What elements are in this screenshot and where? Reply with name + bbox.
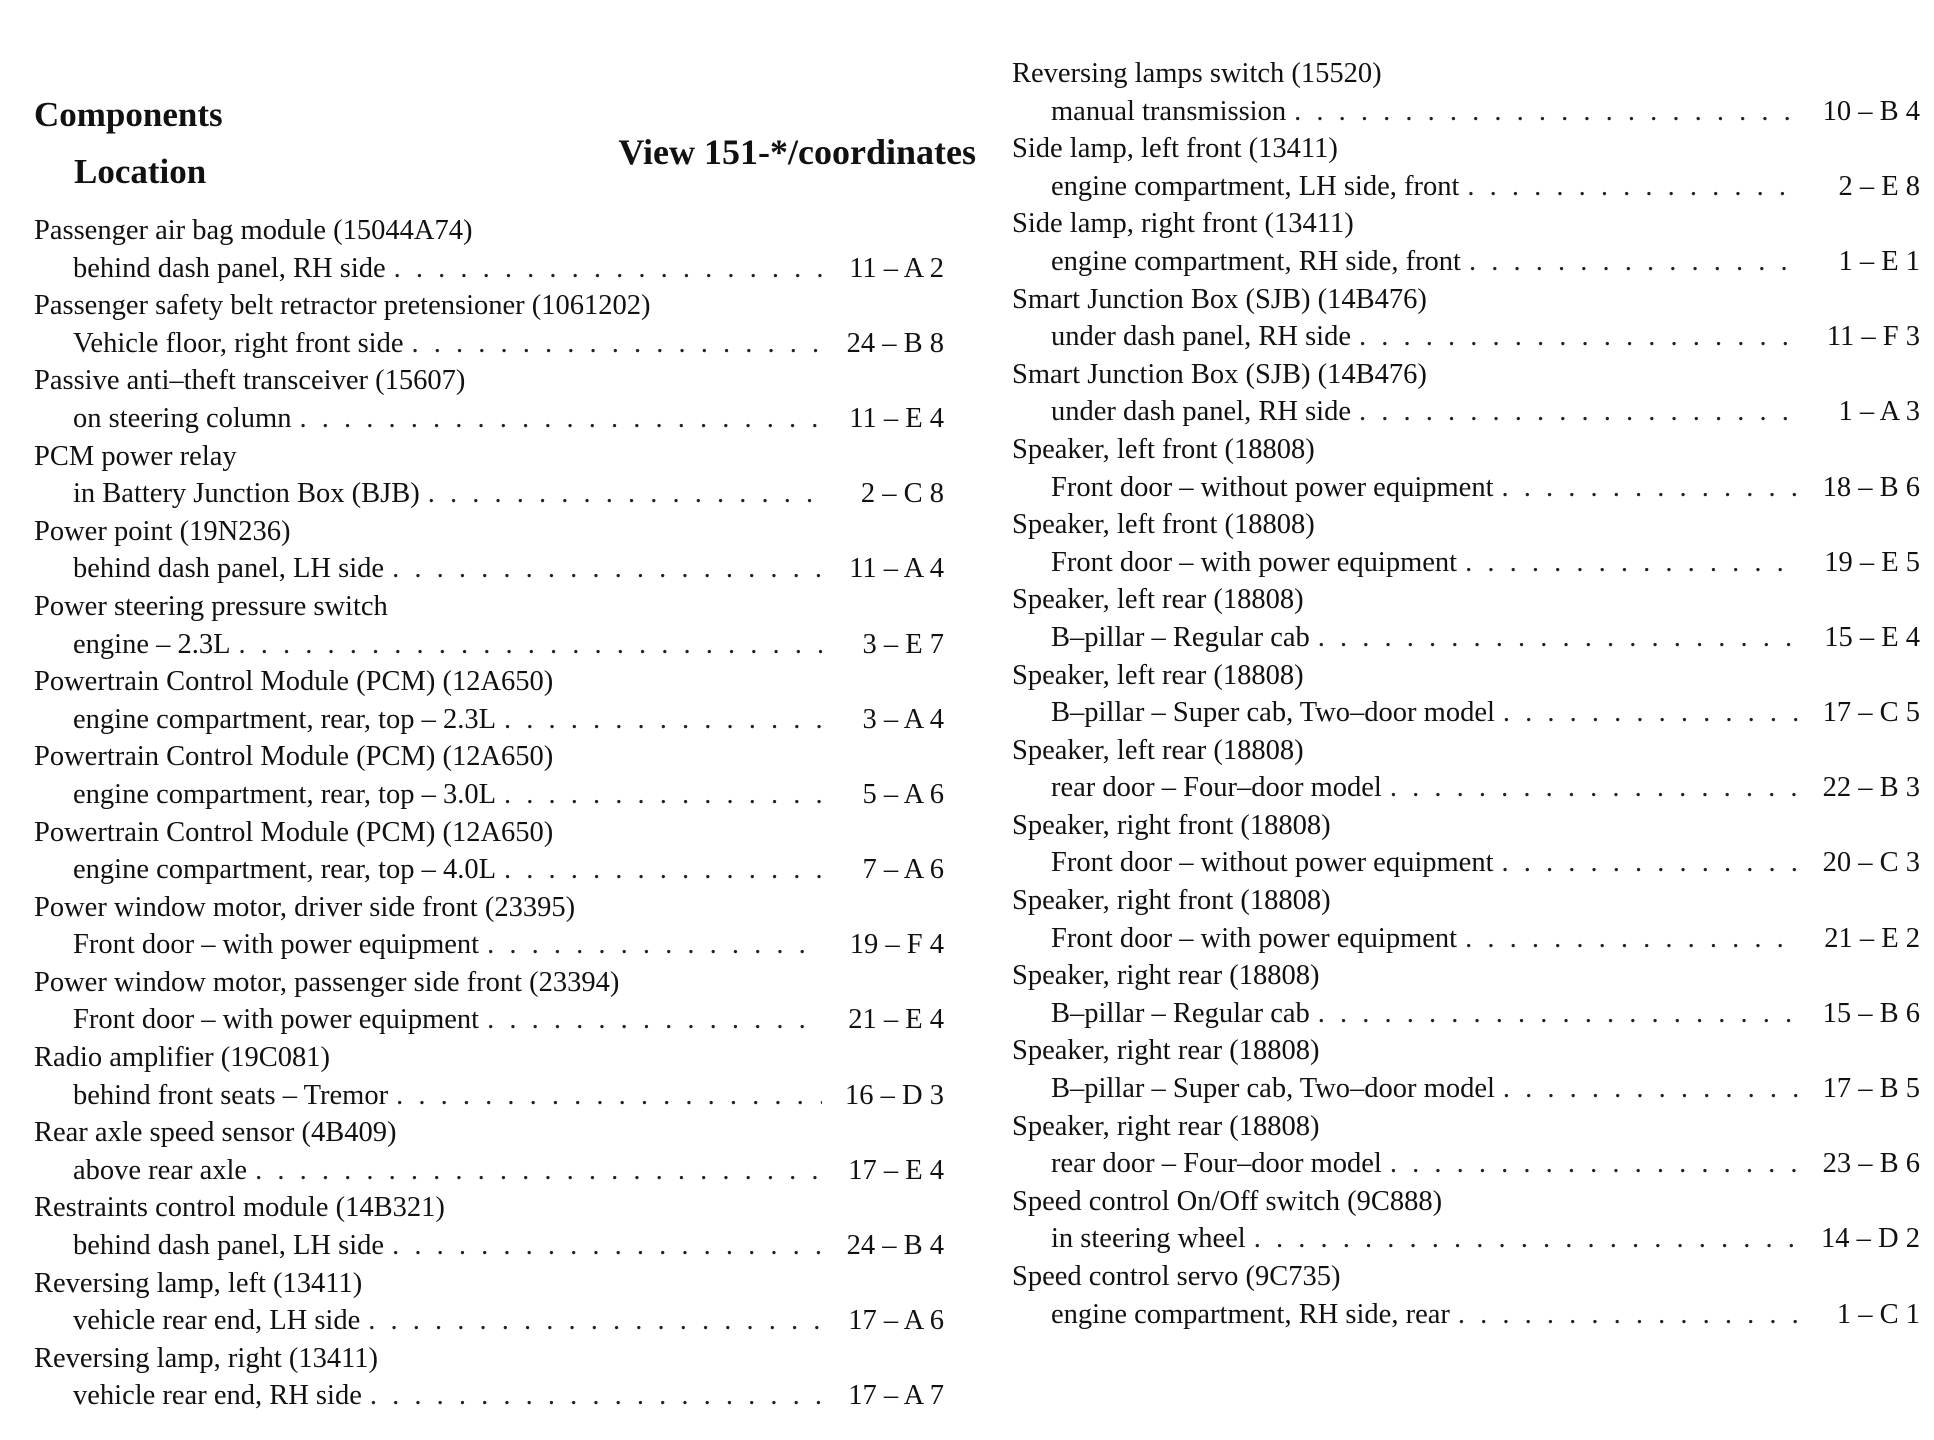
view-coordinate: 19 – E 5 xyxy=(1824,546,1920,578)
dot-leader xyxy=(1502,469,1799,507)
component-entry xyxy=(34,362,944,437)
component-location-row xyxy=(34,400,944,438)
dot-leader xyxy=(1503,694,1798,732)
view-coordinate: 1 – E 1 xyxy=(1838,245,1920,277)
location-description: vehicle rear end, LH side xyxy=(73,1305,361,1337)
component-entry xyxy=(34,738,944,813)
location-description: above rear axle xyxy=(73,1154,248,1186)
dot-leader xyxy=(1502,844,1799,882)
dot-leader xyxy=(368,1302,822,1340)
component-entry xyxy=(1012,732,1920,807)
component-name: Side lamp, left front (13411) xyxy=(1012,133,1338,165)
view-coordinate: 5 – A 6 xyxy=(862,778,944,810)
component-entry xyxy=(34,438,944,513)
dot-leader xyxy=(392,1227,822,1265)
component-entry xyxy=(34,212,944,287)
component-entry xyxy=(1012,1183,1920,1258)
location-description: vehicle rear end, RH side xyxy=(73,1380,362,1412)
component-location-row xyxy=(1012,318,1920,356)
dot-leader xyxy=(504,701,822,739)
location-description: rear door – Four–door model xyxy=(1051,1148,1382,1180)
component-name: Smart Junction Box (SJB) (14B476) xyxy=(1012,283,1427,315)
view-coordinate: 21 – E 4 xyxy=(848,1004,944,1036)
component-entry xyxy=(34,1114,944,1189)
component-entry xyxy=(1012,431,1920,506)
component-entry xyxy=(34,588,944,663)
location-description: Front door – with power equipment xyxy=(73,1004,480,1036)
view-coordinate: 21 – E 2 xyxy=(1824,922,1920,954)
component-entry xyxy=(1012,807,1920,882)
location-description: engine compartment, RH side, rear xyxy=(1051,1298,1450,1330)
component-entry xyxy=(1012,506,1920,581)
view-coordinate: 17 – A 6 xyxy=(848,1305,944,1337)
component-entry xyxy=(1012,581,1920,656)
right-entry-list xyxy=(1012,55,1920,1333)
location-description: B–pillar – Super cab, Two–door model xyxy=(1051,1073,1495,1105)
component-entry xyxy=(34,1189,944,1264)
component-name: Speaker, left rear (18808) xyxy=(1012,584,1304,616)
dot-leader xyxy=(1294,93,1798,131)
component-entry xyxy=(34,889,944,964)
component-location-row xyxy=(34,926,944,964)
component-location-row xyxy=(34,325,944,363)
dot-leader xyxy=(487,926,822,964)
location-description: Front door – without power equipment xyxy=(1051,471,1494,503)
view-coordinate: 3 – A 4 xyxy=(862,703,944,735)
component-location-row xyxy=(1012,995,1920,1033)
view-coordinate: 17 – E 4 xyxy=(848,1154,944,1186)
view-coordinate: 20 – C 3 xyxy=(1822,847,1920,879)
dot-leader xyxy=(1390,769,1798,807)
component-entry xyxy=(34,964,944,1039)
location-heading: Location xyxy=(74,152,207,191)
view-coordinate: 23 – B 6 xyxy=(1822,1148,1920,1180)
location-description: B–pillar – Regular cab xyxy=(1051,997,1310,1029)
component-entry xyxy=(1012,205,1920,280)
component-location-row xyxy=(34,1302,944,1340)
view-coordinate: 1 – C 1 xyxy=(1836,1298,1920,1330)
view-coordinate: 10 – B 4 xyxy=(1822,95,1920,127)
component-name: Powertrain Control Module (PCM) (12A650) xyxy=(34,741,554,773)
dot-leader xyxy=(1359,393,1798,431)
component-name: Powertrain Control Module (PCM) (12A650) xyxy=(34,816,554,848)
view-coordinate: 17 – C 5 xyxy=(1822,697,1920,729)
component-location-row xyxy=(1012,93,1920,131)
dot-leader xyxy=(504,851,822,889)
component-entry xyxy=(1012,55,1920,130)
view-coordinate: 16 – D 3 xyxy=(845,1079,944,1111)
component-entry xyxy=(1012,130,1920,205)
component-entry xyxy=(34,1039,944,1114)
component-location-row xyxy=(1012,619,1920,657)
dot-leader xyxy=(1465,920,1798,958)
dot-leader xyxy=(1503,1070,1798,1108)
view-coordinate: 22 – B 3 xyxy=(1822,772,1920,804)
location-description: behind dash panel, RH side xyxy=(73,252,386,284)
component-location-row xyxy=(34,1377,944,1415)
components-heading: Components xyxy=(34,95,223,134)
location-description: B–pillar – Regular cab xyxy=(1051,621,1310,653)
component-location-row xyxy=(1012,243,1920,281)
component-name: Power steering pressure switch xyxy=(34,590,388,622)
view-coordinate: 14 – D 2 xyxy=(1821,1223,1920,1255)
view-coordinate: 11 – F 3 xyxy=(1826,321,1920,353)
dot-leader xyxy=(1318,995,1798,1033)
component-name: Passive anti–theft transceiver (15607) xyxy=(34,365,466,397)
component-name: Reversing lamps switch (15520) xyxy=(1012,58,1382,89)
component-entry xyxy=(1012,882,1920,957)
location-description: manual transmission xyxy=(1051,95,1287,127)
component-location-row xyxy=(34,550,944,588)
component-name: Passenger air bag module (15044A74) xyxy=(34,215,473,246)
dot-leader xyxy=(504,776,822,814)
location-description: engine compartment, rear, top – 4.0L xyxy=(73,854,497,886)
component-location-row xyxy=(34,1077,944,1115)
component-location-row xyxy=(1012,1070,1920,1108)
dot-leader xyxy=(394,250,822,288)
view-coordinate: 1 – A 3 xyxy=(1838,396,1920,428)
component-location-row xyxy=(34,475,944,513)
view-coordinate: 17 – B 5 xyxy=(1822,1073,1920,1105)
dot-leader xyxy=(1318,619,1798,657)
component-location-row xyxy=(34,701,944,739)
component-name: Speaker, left rear (18808) xyxy=(1012,734,1304,766)
component-location-row xyxy=(1012,469,1920,507)
location-description: Front door – with power equipment xyxy=(1051,546,1458,578)
dot-leader xyxy=(299,400,822,438)
view-coordinate: 17 – A 7 xyxy=(848,1380,944,1412)
location-description: under dash panel, RH side xyxy=(1051,321,1351,353)
component-entry xyxy=(1012,657,1920,732)
dot-leader xyxy=(1390,1145,1798,1183)
location-description: rear door – Four–door model xyxy=(1051,772,1382,804)
view-coordinate: 24 – B 4 xyxy=(846,1230,944,1262)
component-entry xyxy=(34,1265,944,1340)
view-coordinate: 15 – B 6 xyxy=(1822,997,1920,1029)
component-location-row xyxy=(1012,844,1920,882)
component-name: Powertrain Control Module (PCM) (12A650) xyxy=(34,666,554,698)
component-location-row xyxy=(1012,1145,1920,1183)
dot-leader xyxy=(1458,1296,1798,1334)
component-name: Speaker, left front (18808) xyxy=(1012,509,1315,541)
component-name: Speed control On/Off switch (9C888) xyxy=(1012,1185,1443,1217)
component-entry xyxy=(34,663,944,738)
dot-leader xyxy=(1467,168,1798,206)
view-coordinate: 3 – E 7 xyxy=(862,628,944,660)
component-name: Power point (19N236) xyxy=(34,515,291,547)
component-name: Power window motor, driver side front (23395) xyxy=(34,891,576,923)
location-description: behind dash panel, LH side xyxy=(73,553,385,585)
location-description: under dash panel, RH side xyxy=(1051,396,1351,428)
component-entry xyxy=(34,1340,944,1415)
component-location-row xyxy=(1012,544,1920,582)
component-location-row xyxy=(1012,920,1920,958)
component-name: Radio amplifier (19C081) xyxy=(34,1042,331,1074)
view-coordinate: 2 – E 8 xyxy=(1838,170,1920,202)
view-coordinate: 19 – F 4 xyxy=(849,929,944,961)
component-name: Speaker, right rear (18808) xyxy=(1012,960,1320,992)
component-entry xyxy=(1012,1108,1920,1183)
location-description: on steering column xyxy=(73,402,292,434)
left-entry-list xyxy=(34,212,944,1415)
location-description: engine – 2.3L xyxy=(73,628,231,660)
component-name: Speaker, right rear (18808) xyxy=(1012,1035,1320,1067)
dot-leader xyxy=(487,1001,822,1039)
component-name: Speaker, left rear (18808) xyxy=(1012,659,1304,691)
component-name: PCM power relay xyxy=(34,440,237,472)
component-location-row xyxy=(34,1227,944,1265)
component-name: Speaker, right front (18808) xyxy=(1012,809,1331,841)
component-name: Smart Junction Box (SJB) (14B476) xyxy=(1012,358,1427,390)
component-location-row xyxy=(34,250,944,288)
component-location-row xyxy=(1012,1296,1920,1334)
component-location-row xyxy=(34,1001,944,1039)
location-description: engine compartment, rear, top – 3.0L xyxy=(73,778,497,810)
component-entry xyxy=(34,287,944,362)
component-name: Speaker, right rear (18808) xyxy=(1012,1110,1320,1142)
component-location-row xyxy=(1012,393,1920,431)
dot-leader xyxy=(1469,243,1798,281)
component-location-row xyxy=(34,851,944,889)
view-coordinate: 7 – A 6 xyxy=(862,854,944,886)
dot-leader xyxy=(370,1377,822,1415)
component-name: Rear axle speed sensor (4B409) xyxy=(34,1117,397,1149)
location-description: Front door – without power equipment xyxy=(1051,847,1494,879)
location-description: B–pillar – Super cab, Two–door model xyxy=(1051,697,1495,729)
location-description: Front door – with power equipment xyxy=(73,929,480,961)
view-coordinate: 24 – B 8 xyxy=(846,327,944,359)
view-coordinate: 11 – A 4 xyxy=(849,553,944,585)
component-location-row xyxy=(1012,168,1920,206)
component-name: Speed control servo (9C735) xyxy=(1012,1261,1341,1292)
component-entry xyxy=(1012,281,1920,356)
location-description: engine compartment, RH side, front xyxy=(1051,245,1461,277)
component-entry xyxy=(1012,1032,1920,1107)
component-name: Reversing lamp, right (13411) xyxy=(34,1342,379,1374)
view-coordinate: 15 – E 4 xyxy=(1824,621,1920,653)
component-name: Passenger safety belt retractor pretensioner (1061202) xyxy=(34,290,651,322)
component-name: Side lamp, right front (13411) xyxy=(1012,208,1354,240)
component-name: Power window motor, passenger side front (23394) xyxy=(34,966,620,998)
component-name: Reversing lamp, left (13411) xyxy=(34,1267,363,1299)
dot-leader xyxy=(255,1152,822,1190)
location-description: in Battery Junction Box (BJB) xyxy=(73,478,420,510)
view-coordinate: 11 – A 2 xyxy=(849,252,944,284)
dot-leader xyxy=(411,325,822,363)
location-description: Front door – with power equipment xyxy=(1051,922,1458,954)
component-name: Speaker, right front (18808) xyxy=(1012,885,1331,917)
view-coordinate: 2 – C 8 xyxy=(860,478,944,510)
component-entry xyxy=(34,513,944,588)
location-description: behind dash panel, LH side xyxy=(73,1230,385,1262)
component-location-row xyxy=(34,1152,944,1190)
component-location-row xyxy=(1012,769,1920,807)
component-entry xyxy=(1012,957,1920,1032)
dot-leader xyxy=(1254,1220,1798,1258)
dot-leader xyxy=(1359,318,1798,356)
location-description: Vehicle floor, right front side xyxy=(73,327,404,359)
component-location-row xyxy=(1012,1220,1920,1258)
location-description: behind front seats – Tremor xyxy=(73,1079,389,1111)
component-name: Speaker, left front (18808) xyxy=(1012,433,1315,465)
location-description: in steering wheel xyxy=(1051,1223,1246,1255)
dot-leader xyxy=(428,475,822,513)
dot-leader xyxy=(239,626,822,664)
view-coordinate: 11 – E 4 xyxy=(849,402,944,434)
component-entry xyxy=(1012,356,1920,431)
location-description: engine compartment, LH side, front xyxy=(1051,170,1460,202)
dot-leader xyxy=(1465,544,1798,582)
location-description: engine compartment, rear, top – 2.3L xyxy=(73,703,497,735)
dot-leader xyxy=(396,1077,822,1115)
view-coordinate: 18 – B 6 xyxy=(1822,471,1920,503)
component-location-row xyxy=(34,776,944,814)
component-entry xyxy=(34,814,944,889)
component-location-row xyxy=(34,626,944,664)
component-location-row xyxy=(1012,694,1920,732)
component-entry xyxy=(1012,1258,1920,1333)
view-coordinates-heading: View 151-*/coordinates xyxy=(618,132,976,172)
component-name: Restraints control module (14B321) xyxy=(34,1192,445,1224)
dot-leader xyxy=(392,550,822,588)
